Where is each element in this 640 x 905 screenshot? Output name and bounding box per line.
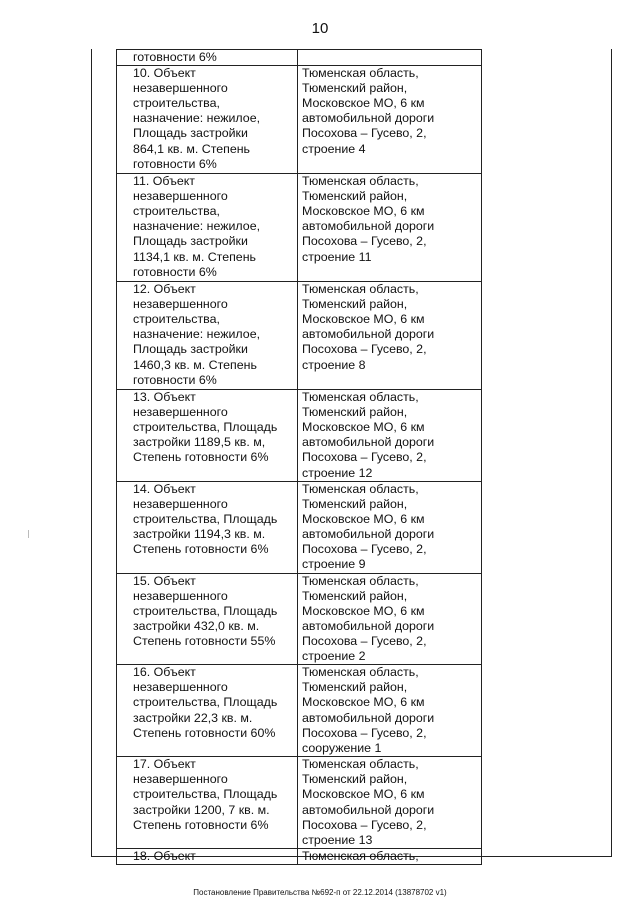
table-row: [117, 390, 482, 482]
table-row: [117, 50, 482, 66]
table-row: [117, 573, 482, 665]
table-row: [117, 481, 482, 573]
object-cell: 18. Объект: [117, 848, 298, 864]
object-cell: 12. Объект незавершенного строительства, назначение: нежилое, Площадь застройки 1460,3 кв. м. Степень готовности 6%: [117, 282, 298, 390]
object-cell: 14. Объект незавершенного строительства, Площадь застройки 1194,3 кв. м. Степень готовности 6%: [117, 481, 298, 573]
table-row: [117, 282, 482, 390]
address-cell: Тюменская область, Тюменский район, Московское МО, 6 км автомобильной дороги Посохова – Гусево, 2, строение 4: [298, 66, 482, 174]
address-cell: Тюменская область, Тюменский район, Московское МО, 6 км автомобильной дороги Посохова – Гусево, 2, строение 12: [298, 390, 482, 482]
table-row: [117, 757, 482, 849]
table-row: [117, 66, 482, 174]
object-cell: 11. Объект незавершенного строительства, назначение: нежилое, Площадь застройки 1134,1 кв. м. Степень готовности 6%: [117, 174, 298, 282]
address-cell: Тюменская область, Тюменский район, Московское МО, 6 км автомобильной дороги Посохова – Гусево, 2, строение 2: [298, 573, 482, 665]
address-cell: Тюменская область,: [298, 848, 482, 864]
object-cell: 15. Объект незавершенного строительства, Площадь застройки 432,0 кв. м. Степень готовности 55%: [117, 573, 298, 665]
table-row: [117, 848, 482, 864]
address-cell: Тюменская область, Тюменский район, Московское МО, 6 км автомобильной дороги Посохова – Гусево, 2, строение 8: [298, 282, 482, 390]
table-row: [117, 174, 482, 282]
address-cell: Тюменская область, Тюменский район, Московское МО, 6 км автомобильной дороги Посохова – Гусево, 2, строение 13: [298, 757, 482, 849]
page-number: 10: [311, 20, 329, 37]
document-footer: Постановление Правительства №692-п от 22.12.2014 (13878702 v1): [193, 888, 447, 897]
scan-mark: [28, 530, 29, 538]
address-cell: [298, 50, 482, 66]
object-cell: 10. Объект незавершенного строительства, назначение: нежилое, Площадь застройки 864,1 кв. м. Степень готовности 6%: [117, 66, 298, 174]
property-table: [116, 49, 482, 865]
address-cell: Тюменская область, Тюменский район, Московское МО, 6 км автомобильной дороги Посохова – Гусево, 2, строение 11: [298, 174, 482, 282]
object-cell: готовности 6%: [117, 50, 298, 66]
object-cell: 17. Объект незавершенного строительства, Площадь застройки 1200, 7 кв. м. Степень готовности 6%: [117, 757, 298, 849]
address-cell: Тюменская область, Тюменский район, Московское МО, 6 км автомобильной дороги Посохова – Гусево, 2, сооружение 1: [298, 665, 482, 757]
address-cell: Тюменская область, Тюменский район, Московское МО, 6 км автомобильной дороги Посохова – Гусево, 2, строение 9: [298, 481, 482, 573]
table-row: [117, 665, 482, 757]
object-cell: 13. Объект незавершенного строительства, Площадь застройки 1189,5 кв. м, Степень готовности 6%: [117, 390, 298, 482]
object-cell: 16. Объект незавершенного строительства, Площадь застройки 22,3 кв. м. Степень готовности 60%: [117, 665, 298, 757]
